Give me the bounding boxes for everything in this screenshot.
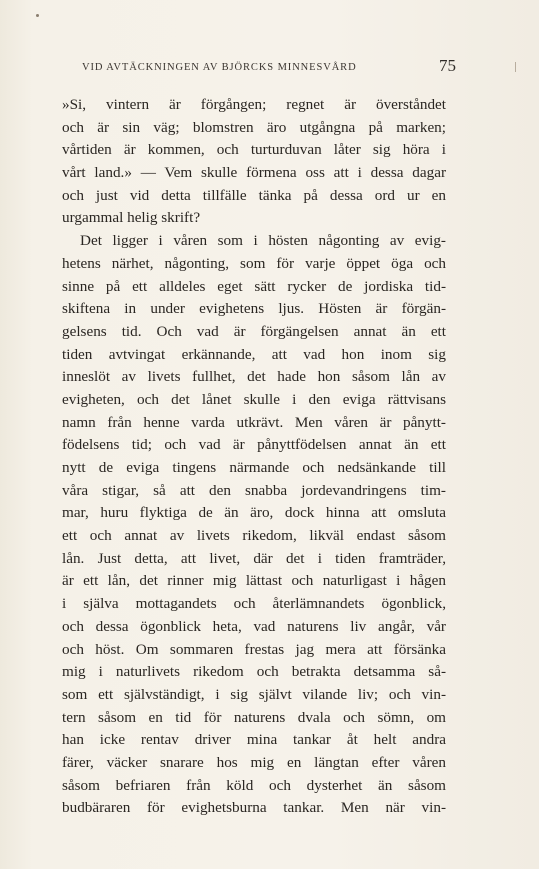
- text-line: mig i naturlivets rikedom och betrakta detsamma så-: [62, 663, 446, 681]
- running-title: VID AVTÄCKNINGEN AV BJÖRCKS MINNESVÅRD: [82, 62, 357, 73]
- text-line: tiden avtvingat erkännande, att vad hon inom sig: [62, 345, 446, 363]
- text-line: såsom befriaren från köld och dysterhet än såsom: [62, 776, 446, 794]
- text-line: födelsens tid; och vad är pånyttfödelsen annat än ett: [62, 436, 446, 454]
- text-line: vårtiden är kommen, och turturduvan låter sig höra i: [62, 141, 446, 159]
- paper-speck: [515, 62, 516, 72]
- running-head: [62, 56, 456, 80]
- text-line: inneslöt av livets fullhet, det hade hon såsom lån av: [62, 368, 446, 386]
- text-line: och höst. Om sommaren frestas jag mera att försänka: [62, 640, 446, 658]
- text-line: och är sin väg; blomstren äro utgångna på marken;: [62, 118, 446, 136]
- text-line: »Si, vintern är förgången; regnet är överståndet: [62, 96, 446, 113]
- text-line: evigheten, och det lånet skulle i den eviga rättvisans: [62, 390, 446, 408]
- text-line: och dessa ögonblick heta, vad naturens liv angår, vår: [62, 617, 446, 635]
- text-line: är ett lån, det rinner mig lättast och naturligast i hågen: [62, 572, 446, 590]
- text-line: färer, väcker snarare hos mig en längtan efter våren: [62, 753, 446, 771]
- text-line: han icke rentav driver mina tankar åt helt andra: [62, 731, 446, 749]
- text-line: nytt de eviga tingens närmande och nedsänkande till: [62, 459, 446, 476]
- text-line: mar, huru flyktiga de än äro, dock hinna att omsluta: [62, 504, 446, 522]
- text-line: namn från henne varda utkrävt. Men våren är pånytt-: [62, 413, 446, 431]
- text-line: budbäraren för evighetsburna tankar. Men när vin-: [62, 799, 446, 817]
- text-line: i själva mottagandets och återlämnandets ögonblick,: [62, 595, 446, 613]
- text-line: vårt land.» — Vem skulle förmena oss att i dessa dagar: [62, 164, 446, 182]
- text-line: och just vid detta tillfälle tänka på dessa ord ur en: [62, 186, 446, 204]
- text-line: gelsens tid. Och vad är förgängelsen annat än ett: [62, 322, 446, 340]
- text-line: som ett självständigt, i sig självt vilande liv; och vin-: [62, 685, 446, 703]
- text-line: lån. Just detta, att livet, där det i tiden framträder,: [62, 549, 446, 567]
- text-line: tern såsom en tid för naturens dvala och sömn, om: [62, 708, 446, 726]
- text-line: ett och annat av livets rikedom, likväl endast såsom: [62, 527, 446, 545]
- page-number: 75: [439, 56, 456, 75]
- text-line: skiftena in under evighetens ljus. Hösten är förgän-: [62, 300, 446, 318]
- text-line: hetens närhet, någonting, som för varje öppet öga och: [62, 254, 446, 272]
- body-text: [62, 94, 446, 820]
- text-line: Det ligger i våren som i hösten någonting av evig-: [80, 232, 446, 250]
- text-line: våra stigar, så att den snabba jordevandringens tim-: [62, 481, 446, 499]
- text-line: sinne på ett alldeles eget sätt rycker de jordiska tid-: [62, 277, 446, 295]
- paper-speck: [36, 14, 39, 17]
- text-line: urgammal helig skrift?: [62, 209, 201, 227]
